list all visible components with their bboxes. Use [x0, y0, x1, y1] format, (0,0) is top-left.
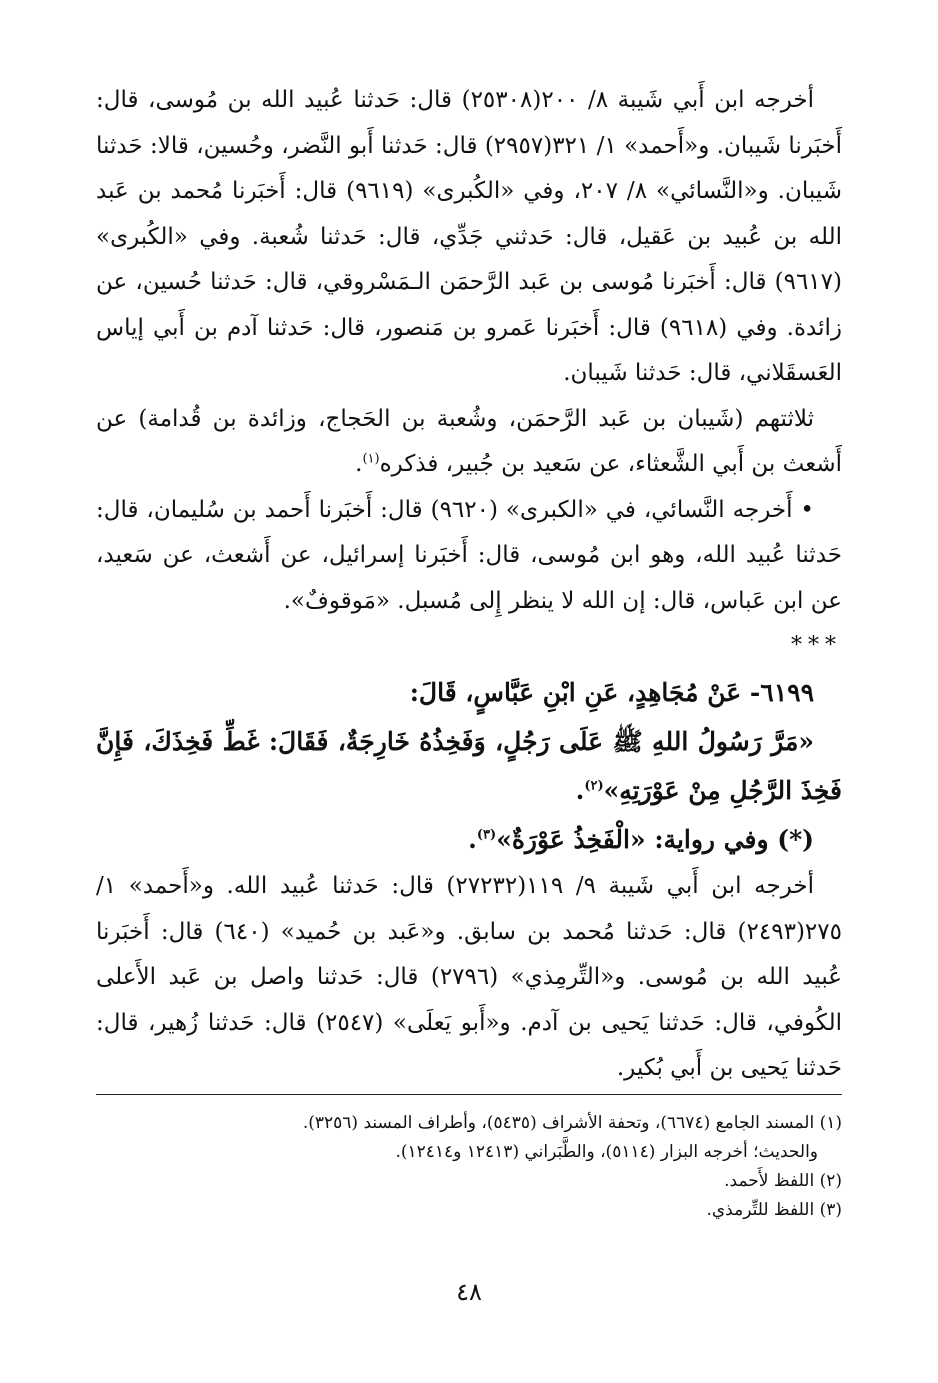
footnote-1-continuation: والحديث؛ أخرجه البزار (٥١١٤)، والطَّبَراني (١٢٤١٣ و١٢٤١٤). — [395, 1142, 818, 1162]
paragraph-takhrij-1: أخرجه ابن أَبي شَيبة ٨/ ٢٠٠(٢٥٣٠٨) قال: حَدثنا عُبيد الله بن مُوسى، قال: أَخبَرنا شَيبان. و«أَحمد» ١/ ٣٢١(٢٩٥٧) قال: حَدثنا أَبو النَّضر، وحُسين، قالا: حَدثنا شَيبان. و«النَّسائي» ٨/ ٢٠٧، وفي «الكُبرى» (٩٦١٩) قال: أَخبَرنا مُحمد بن عَبد الله بن عُبيد بن عَقيل، قال: حَدثني جَدِّي، قال: حَدثنا شُعبة. وفي «الكُبرى» (٩٦١٧) قال: أَخبَرنا مُوسى بن عَبد الرَّحمَن الـمَسْروقي، قال: حَدثنا حُسين، عن زائدة. وفي (٩٦١٨) قال: أَخبَرنا عَمرو بن مَنصور، قال: حَدثنا آدم بن أَبي إياس العَسقَلاني، قال: حَدثنا شَيبان. — [96, 87, 843, 386]
footnote-ref-3: (٣) — [476, 827, 497, 843]
section-separator: *** — [791, 633, 842, 658]
hadith-matn-text: «مَرَّ رَسُولُ اللهِ ﷺ عَلَى رَجُلٍ، وَفَخِذُهُ خَارِجَةٌ، فَقَالَ: غَطِّ فَخِذَكَ، فَإِنَّ فَخِذَ الرَّجُلِ مِنْ عَوْرَتِهِ» — [96, 727, 842, 805]
footnote-ref-1: (١) — [362, 451, 380, 467]
footnote-1: (١) المسند الجامع (٦٦٧٤)، وتحفة الأشراف (٥٤٣٥)، وأطراف المسند (٣٢٥٦). — [302, 1113, 842, 1133]
paragraph-summary: ثلاثتهم (شَيبان بن عَبد الرَّحمَن، وشُعبة بن الحَجاج، وزائدة بن قُدامة) عن أَشعث بن أَبي الشَّعثاء، عن سَعيد بن جُبير، فذكره$^{(١)}$. — [96, 405, 842, 477]
page-number: ٤٨ — [456, 1278, 482, 1306]
hadith-heading: ٦١٩٩- عَنْ مُجَاهِدٍ، عَنِ ابْنِ عَبَّاسٍ، قَالَ: — [409, 678, 814, 707]
hadith-variant: (*) وفي رواية: «الْفَخِذُ عَوْرَةٌ»$^{(٣)}$. — [468, 825, 814, 854]
footnotes-section — [96, 1094, 842, 1225]
paragraph-takhrij-2: أخرجه ابن أَبي شَيبة ٩/ ١١٩(٢٧٢٣٢) قال: حَدثنا عُبيد الله. و«أَحمد» ١/ ٢٧٥(٢٤٩٣) قال: حَدثنا مُحمد بن سابق. و«عَبد بن حُميد» (٦٤٠) قال: أَخبَرنا عُبيد الله بن مُوسى. و«التِّرمِذي» (٢٧٩٦) قال: حَدثنا واصل بن عَبد الأَعلى الكُوفي، قال: حَدثنا يَحيى بن آدم. و«أَبو يَعلَى» (٢٥٤٧) قال: حَدثنا زُهير، قال: حَدثنا يَحيى بن أَبي بُكير. — [96, 873, 842, 1081]
hadith-matn: «مَرَّ رَسُولُ اللهِ ﷺ عَلَى رَجُلٍ، وَفَخِذُهُ خَارِجَةٌ، فَقَالَ: غَطِّ فَخِذَكَ، فَإِنَّ فَخِذَ الرَّجُلِ مِنْ عَوْرَتِهِ»$^{(٢)}$. — [96, 727, 842, 805]
hadith-variant-text: (*) وفي رواية: «الْفَخِذُ عَوْرَةٌ» — [496, 825, 814, 854]
footnote-2: (٢) اللفظ لأَحمد. — [724, 1171, 842, 1191]
footnote-3: (٣) اللفظ للتِّرمذي. — [706, 1200, 842, 1220]
summary-text: ثلاثتهم (شَيبان بن عَبد الرَّحمَن، وشُعبة بن الحَجاج، وزائدة بن قُدامة) عن أَشعث بن أَبي الشَّعثاء، عن سَعيد بن جُبير، فذكره — [96, 405, 842, 477]
footnote-ref-2: (٢) — [584, 778, 604, 794]
main-text — [96, 78, 842, 1092]
paragraph-nasai-mawquf: • أَخرجه النَّسائي، في «الكبرى» (٩٦٢٠) قال: أَخبَرنا أَحمد بن سُليمان، قال: حَدثنا عُبيد الله، وهو ابن مُوسى، قال: أَخبَرنا إسرائيل، عن أَشعث، عن سَعيد، عن ابن عَباس، قال: إن الله لا ينظر إِلى مُسبل. «مَوقوفٌ». — [96, 496, 842, 614]
